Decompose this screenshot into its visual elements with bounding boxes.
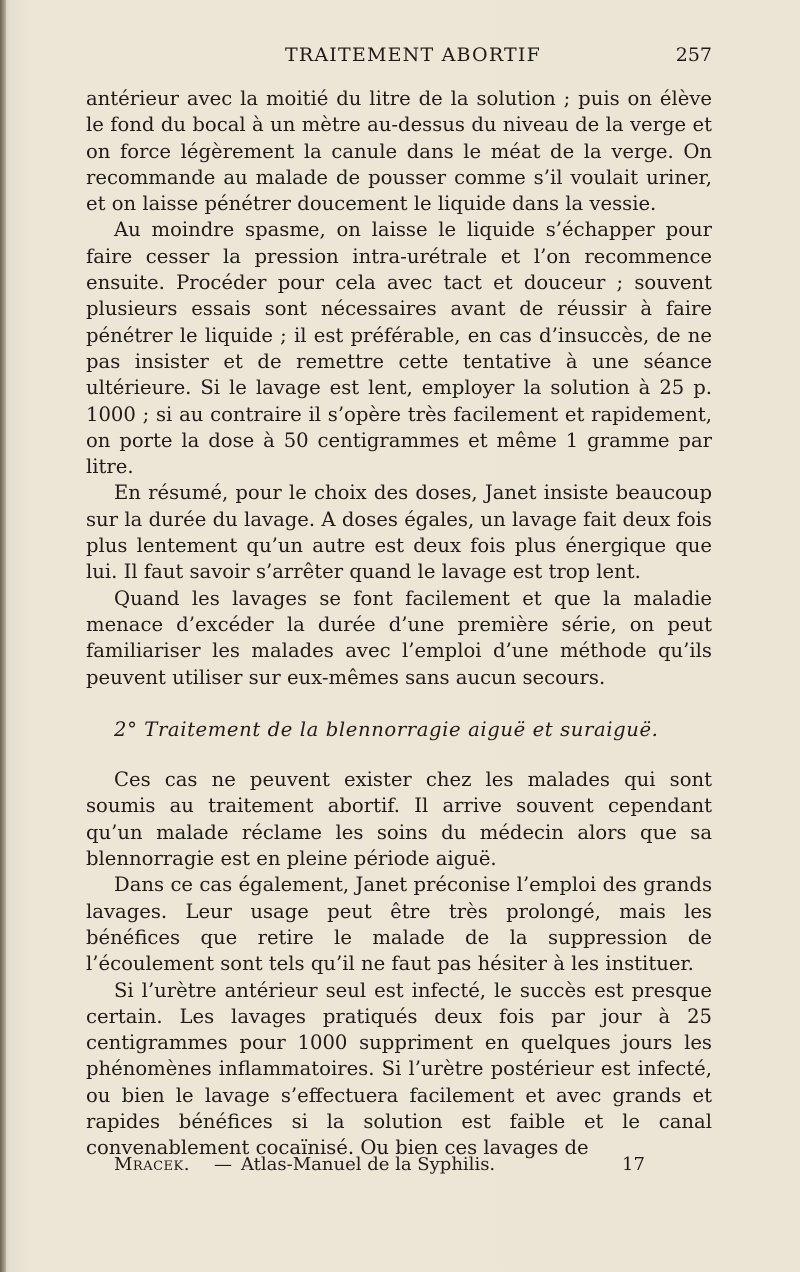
page-number: 257 <box>675 44 712 66</box>
footer-dash: — <box>214 1154 232 1175</box>
footer-signature-mark: 17 <box>622 1154 645 1175</box>
section-heading: 2° Traitement de la blennorragie aiguë et suraiguë. <box>114 717 659 741</box>
book-spine-shadow <box>0 0 6 1272</box>
paragraph: En résumé, pour le choix des doses, Janet insiste beaucoup sur la durée du lavage. A doses égales, un lavage fait deux fois plus lentement qu’un autre est deux fois plus énergique que lui. Il faut savoir s’arrêter quand le lavage est trop lent. <box>86 481 712 584</box>
footer-author: Mracek. <box>114 1154 190 1175</box>
running-head <box>0 44 800 70</box>
paragraph-continued: antérieur avec la moitié du litre de la solution ; puis on élève le fond du bocal à un mètre au-dessus du niveau de la verge et on force légèrement la canule dans le méat de la verge. On recommande au malade de pousser comme s’il voulait uriner, et on laisse pénétrer doucement le liquide dans la vessie. <box>86 87 712 216</box>
paragraph: Quand les lavages se font facilement et que la maladie menace d’excéder la durée d’une première série, on peut familiariser les malades avec l’emploi d’une méthode qu’ils peuvent utiliser sur eux-mêmes sans aucun secours. <box>86 586 712 689</box>
paragraph: Dans ce cas également, Janet préconise l’emploi des grands lavages. Leur usage peut être très prolongé, mais les bénéfices que retire le malade de la suppression de l’écoulement sont tels qu’il ne faut pas hésiter à les instituer. <box>86 873 712 976</box>
paragraph: Au moindre spasme, on laisse le liquide s’échapper pour faire cesser la pression intra-urétrale et l’on recommence ensuite. Procéder pour cela avec tact et douceur ; souvent plusieurs essais sont nécessaires avant de réussir à faire pénétrer le liquide ; il est préférable, en cas d’insuccès, de ne pas insister et de remettre cette tentative à une séance ultérieure. Si le lavage est lent, employer la solution à 25 p. 1000 ; si au contraire il s’opère très facilement et rapidement, on porte la dose à 50 centigrammes et même 1 gramme par litre. <box>86 218 712 479</box>
page-footer <box>0 1154 800 1182</box>
body-text <box>86 86 712 1162</box>
paragraph: Ces cas ne peuvent exister chez les malades qui sont soumis au traitement abortif. Il arrive souvent cependant qu’un malade réclame les soins du médecin alors que sa blennorragie est en pleine période aiguë. <box>86 768 712 871</box>
running-head-title: TRAITEMENT ABORTIF <box>285 44 541 66</box>
paragraph: Si l’urètre antérieur seul est infecté, le succès est presque certain. Les lavages pratiqués deux fois par jour à 25 centigrammes pour 1000 suppriment en quelques jours les phénomènes inflammatoires. Si l’urètre postérieur est infecté, ou bien le lavage s’effectuera facilement et avec grands et rapides bénéfices si la solution est faible et le canal convenablement cocaïnisé. Ou bien ces lavages de <box>86 978 712 1160</box>
footer-book-title: Atlas-Manuel de la Syphilis. <box>241 1154 496 1175</box>
